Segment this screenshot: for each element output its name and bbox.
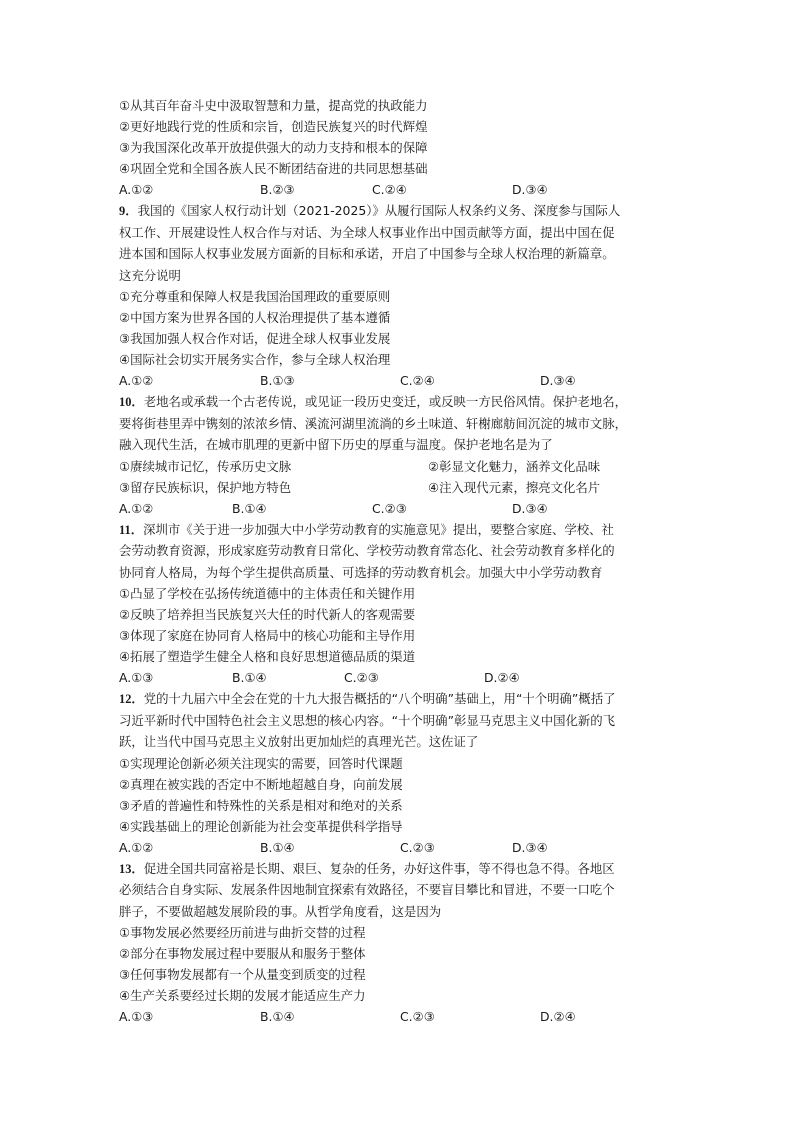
q12-item-3: ③矛盾的普遍性和特殊性的关系是相对和绝对的关系 xyxy=(119,797,403,813)
q13-stem-line-3: 胖子，不要做超越发展阶段的事。从哲学角度看，这是因为 xyxy=(119,903,442,919)
q12-item-4: ④实践基础上的理论创新能为社会变革提供科学指导 xyxy=(119,818,403,834)
q12-number: 12． xyxy=(119,692,144,706)
question-11 xyxy=(119,519,679,689)
q9-item-3: ③我国加强人权合作对话，促进全球人权事业发展 xyxy=(119,331,391,346)
q10-item-3: ③留存民族标识，保护地方特色 xyxy=(119,479,292,495)
q11-choice-a: A.①③ xyxy=(119,670,154,685)
question-13 xyxy=(119,858,679,1028)
q9-item-2: ②中国方案为世界各国的人权治理提供了基本遵循 xyxy=(119,310,391,325)
q12-item-1: ①实现理论创新必须关注现实的需要，回答时代课题 xyxy=(119,755,403,771)
q13-number: 13． xyxy=(119,861,144,876)
q12-stem-text-1: 党的十九届六中全会在党的十九大报告概括的“八个明确”基础上，用“十个明确”概括了 xyxy=(143,691,616,706)
q13-choice-b: B.①④ xyxy=(260,1009,295,1024)
q13-stem-line-2: 必须结合自身实际、发展条件因地制宜探索有效路径，不要盲目攀比和冒进，不要一口吃个 xyxy=(119,882,615,897)
q13-choice-a: A.①③ xyxy=(119,1009,154,1024)
q10-stem-text-1: 老地名或承载一个古老传说，或见证一段历史变迁，或反映一方民俗风情。保护老地名， xyxy=(143,394,628,409)
q9-choice-c: C.②④ xyxy=(400,373,435,388)
question-8-items xyxy=(119,95,679,179)
question-12 xyxy=(119,688,679,858)
question-10 xyxy=(119,391,679,519)
q13-item-4: ④生产关系要经过长期的发展才能适应生产力 xyxy=(119,988,366,1003)
q11-item-1: ①凸显了学校在弘扬传统道德中的主体责任和关键作用 xyxy=(119,586,416,601)
q10-choice-a: A.①② xyxy=(119,500,154,516)
q11-choice-c: C.②③ xyxy=(344,670,379,685)
q12-choice-a: A.①② xyxy=(119,839,154,855)
q8-item-4: ④巩固全党和全国各族人民不断团结奋进的共同思想基础 xyxy=(119,161,428,176)
q8-choice-c: C.②④ xyxy=(372,182,407,197)
q10-item-1: ①赓续城市记忆，传承历史文脉 xyxy=(119,458,292,474)
q11-stem-line-3: 协同育人格局，为每个学生提供高质量、可选择的劳动教育机会。加强大中小学劳动教育 xyxy=(119,564,603,580)
q9-stem-line-3: 进本国和国际人权事业发展方面新的目标和承诺，开启了中国参与全球人权治理的新篇章。 xyxy=(119,246,615,261)
q13-item-2: ②部分在事物发展过程中要服从和服务于整体 xyxy=(119,946,366,961)
q10-item-2: ②彰显文化魅力，涵养文化品味 xyxy=(428,458,601,474)
q12-choices xyxy=(119,837,679,858)
q9-choice-b: B.①③ xyxy=(260,373,295,388)
q9-choices xyxy=(119,370,679,391)
q13-stem-text-1: 促进全国共同富裕是长期、艰巨、复杂的任务，办好这件事，等不得也急不得。各地区 xyxy=(143,860,615,876)
question-content xyxy=(119,95,679,1027)
q8-item-3: ③为我国深化改革开放提供强大的动力支持和根本的保障 xyxy=(119,140,428,155)
q11-item-2: ②反映了培养担当民族复兴大任的时代新人的客观需要 xyxy=(119,607,416,622)
q9-stem-line-2: 权工作、开展建设性人权合作与对话、为全球人权事业作出中国贡献等方面，提出中国在促 xyxy=(119,224,615,240)
question-9 xyxy=(119,200,679,391)
q8-choice-a: A.①② xyxy=(119,182,154,197)
q10-choice-c: C.②③ xyxy=(372,500,407,516)
q12-stem-line-2: 习近平新时代中国特色社会主义思想的核心内容。“十个明确”彰显马克思主义中国化新的飞 xyxy=(119,712,616,728)
q11-choices xyxy=(119,667,679,688)
q12-stem-line-3: 跃，让当代中国马克思主义放射出更加灿烂的真理光芒。这佐证了 xyxy=(119,734,479,749)
q10-choices xyxy=(119,498,679,519)
q11-stem-line-1 xyxy=(119,519,679,541)
q9-choice-a: A.①② xyxy=(119,373,154,388)
q9-item-1: ①充分尊重和保障人权是我国治国理政的重要原则 xyxy=(119,289,391,304)
q9-stem-text-1: 我国的《国家人权行动计划（2021-2025）》从履行国际人权条约义务、深度参与国际人 xyxy=(137,203,621,218)
q8-choice-d: D.③④ xyxy=(512,182,548,197)
q8-item-2: ②更好地践行党的性质和宗旨，创造民族复兴的时代辉煌 xyxy=(119,119,428,134)
q11-choice-d: D.②④ xyxy=(484,670,520,685)
q13-item-1: ①事物发展必然要经历前进与曲折交替的过程 xyxy=(119,925,366,940)
q11-choice-b: B.①④ xyxy=(232,670,267,685)
q10-items-row-1 xyxy=(119,456,679,477)
q10-stem-line-2: 要将街巷里弄中镌刻的浓浓乡情、溪流河湖里流淌的乡土味道、轩榭廊舫间沉淀的城市文脉， xyxy=(119,415,628,431)
q11-number: 11． xyxy=(119,522,144,537)
q12-item-2: ②真理在被实践的否定中不断地超越自身，向前发展 xyxy=(119,776,403,792)
q12-choice-d: D.③④ xyxy=(512,839,548,855)
q8-choices xyxy=(119,179,679,200)
q9-stem-line-4: 这充分说明 xyxy=(119,267,181,283)
q9-stem-line-1 xyxy=(119,200,679,222)
q12-stem-line-1 xyxy=(119,688,679,710)
q13-item-3: ③任何事物发展都有一个从量变到质变的过程 xyxy=(119,967,366,982)
q10-number: 10． xyxy=(119,395,144,409)
q11-item-4: ④拓展了塑造学生健全人格和良好思想道德品质的渠道 xyxy=(119,649,416,664)
q12-choice-b: B.①④ xyxy=(260,839,295,855)
q10-stem-line-3: 融入现代生活，在城市肌理的更新中留下历史的厚重与温度。保护老地名是为了 xyxy=(119,437,553,452)
q11-item-3: ③体现了家庭在协同育人格局中的核心功能和主导作用 xyxy=(119,628,416,643)
q9-number: 9． xyxy=(119,204,138,218)
q9-item-4: ④国际社会切实开展务实合作，参与全球人权治理 xyxy=(119,352,391,367)
q13-stem-line-1 xyxy=(119,858,679,880)
q10-choice-d: D.③④ xyxy=(512,500,548,516)
q11-stem-line-2: 会劳动教育资源，形成家庭劳动教育日常化、学校劳动教育常态化、社会劳动教育多样化的 xyxy=(119,543,615,558)
q10-stem-line-1 xyxy=(119,391,679,413)
q13-choices xyxy=(119,1006,679,1027)
q11-stem-text-1: 深圳市《关于进一步加强大中小学劳动教育的实施意见》提出，要整合家庭、学校、社 xyxy=(143,521,614,537)
q8-choice-b: B.②③ xyxy=(260,182,295,197)
q9-choice-d: D.③④ xyxy=(540,373,576,388)
q13-choice-c: C.②③ xyxy=(400,1009,435,1024)
q10-item-4: ④注入现代元素，擦亮文化名片 xyxy=(428,479,601,495)
q10-choice-b: B.①④ xyxy=(232,500,267,516)
q13-choice-d: D.②④ xyxy=(540,1009,576,1024)
q10-items-row-2 xyxy=(119,477,679,498)
q8-item-1: ①从其百年奋斗史中汲取智慧和力量，提高党的执政能力 xyxy=(119,98,428,113)
q12-choice-c: C.②③ xyxy=(400,839,435,855)
